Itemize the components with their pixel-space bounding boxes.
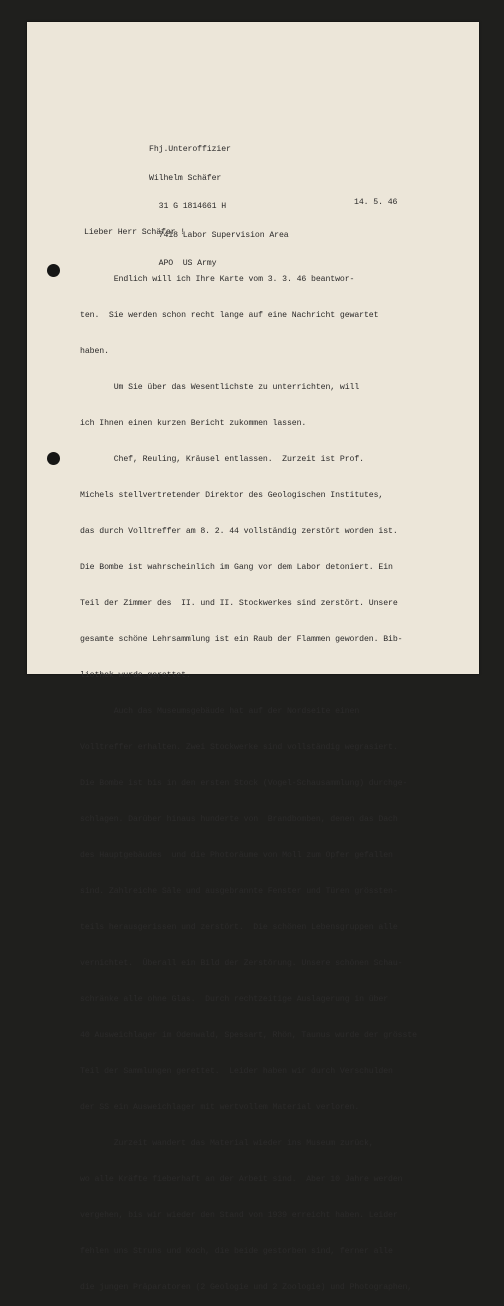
body-line: 40 Ausweichlager im Odenwald, Spessart, Rhön, Taunus wurde der grösste xyxy=(80,1031,417,1040)
body-line: fehlen uns Struns und Koch, die beide gestorben sind, ferner alle xyxy=(80,1247,393,1256)
address-line: APO US Army xyxy=(149,259,217,268)
body-line: Michels stellvertretender Direktor des Geologischen Institutes, xyxy=(80,491,384,500)
body-line: gesamte schöne Lehrsammlung ist ein Raub der Flammen geworden. Bib- xyxy=(80,635,403,644)
address-line: Fhj.Unteroffizier xyxy=(149,145,231,154)
body-line: Volltreffer erhalten. Zwei Stockwerke sind vollständig wegrasiert. xyxy=(80,743,398,752)
body-line: Die Bombe ist wahrscheinlich im Gang vor dem Labor detoniert. Ein xyxy=(80,563,393,572)
body-line: das durch Volltreffer am 8. 2. 44 vollständig zerstört worden ist. xyxy=(80,527,398,536)
body-line: des Hauptgebäudes und die Photoräume von Moll zum Opfer gefallen xyxy=(80,851,393,860)
body-line: Teil der Zimmer des II. und II. Stockwerkes sind zerstört. Unsere xyxy=(80,599,398,608)
body-line: die jungen Präparatoren (2 Geologie und 2 Zoologie) und Photographen, xyxy=(80,1283,413,1292)
body-line: Teil der Sammlungen gerettet. Leider haben wir durch Verschulden xyxy=(80,1067,393,1076)
body-line: Zurzeit wandert das Material wieder ins Museum zurück, xyxy=(80,1139,374,1148)
punch-hole-top xyxy=(47,264,60,277)
body-line: Auch das Museumsgebäude hat auf der Nordseite einen xyxy=(80,707,360,716)
body-line: haben. xyxy=(80,347,109,356)
body-line: wo alle Kräfte fieberhaft an der Arbeit sind. Aber 10 Jahre werden xyxy=(80,1175,403,1184)
body-line: vergehen, bis wir wieder den Stand von 1939 erreicht haben. Leider xyxy=(80,1211,398,1220)
body-line: schränke alle ohne Glas. Durch rechtzeitige Auslagerung in über xyxy=(80,995,389,1004)
punch-hole-bottom xyxy=(47,452,60,465)
salutation: Lieber Herr Schäfer ! xyxy=(84,228,186,237)
body-line: vernichtet. Überall ein Bild der Zerstörung. Unsere schönen Schau- xyxy=(80,959,403,968)
body-line: Die Bombe ist bis in den ersten Stock (Vogel-Schausammlung) durchge- xyxy=(80,779,408,788)
letter-date: 14. 5. 46 xyxy=(354,198,398,207)
body-line: der SS ein Ausweichlager mit wertvollem Material verloren. xyxy=(80,1103,360,1112)
address-line: Wilhelm Schäfer xyxy=(149,173,222,183)
body-line: Chef, Reuling, Kräusel entlassen. Zurzeit ist Prof. xyxy=(80,455,364,464)
body-line: schlagen. Darüber hinaus hunderte von Brandbomben, denen das Dach xyxy=(80,815,398,824)
body-line: ten. Sie werden schon recht lange auf eine Nachricht gewartet xyxy=(80,311,379,320)
address-line: 31 G 1814661 H xyxy=(149,202,227,211)
body-line: Endlich will ich Ihre Karte vom 3. 3. 46 beantwor- xyxy=(80,275,355,284)
body-line: ich Ihnen einen kurzen Bericht zukommen lassen. xyxy=(80,419,307,428)
body-line: Um Sie über das Wesentlichste zu unterrichten, will xyxy=(80,383,360,392)
body-line: sind. Zahlreiche Säle und ausgebrannte Fenster und Türen grössten- xyxy=(80,887,398,896)
body-line: teils herausgerissen und zerstört. Die schönen Lebensgruppen alle xyxy=(80,923,398,932)
body-line: liothek wurde gerettet. xyxy=(80,671,191,680)
address-line: 7418 Labor Supervision Area xyxy=(149,230,289,240)
letter-body xyxy=(80,250,470,1306)
